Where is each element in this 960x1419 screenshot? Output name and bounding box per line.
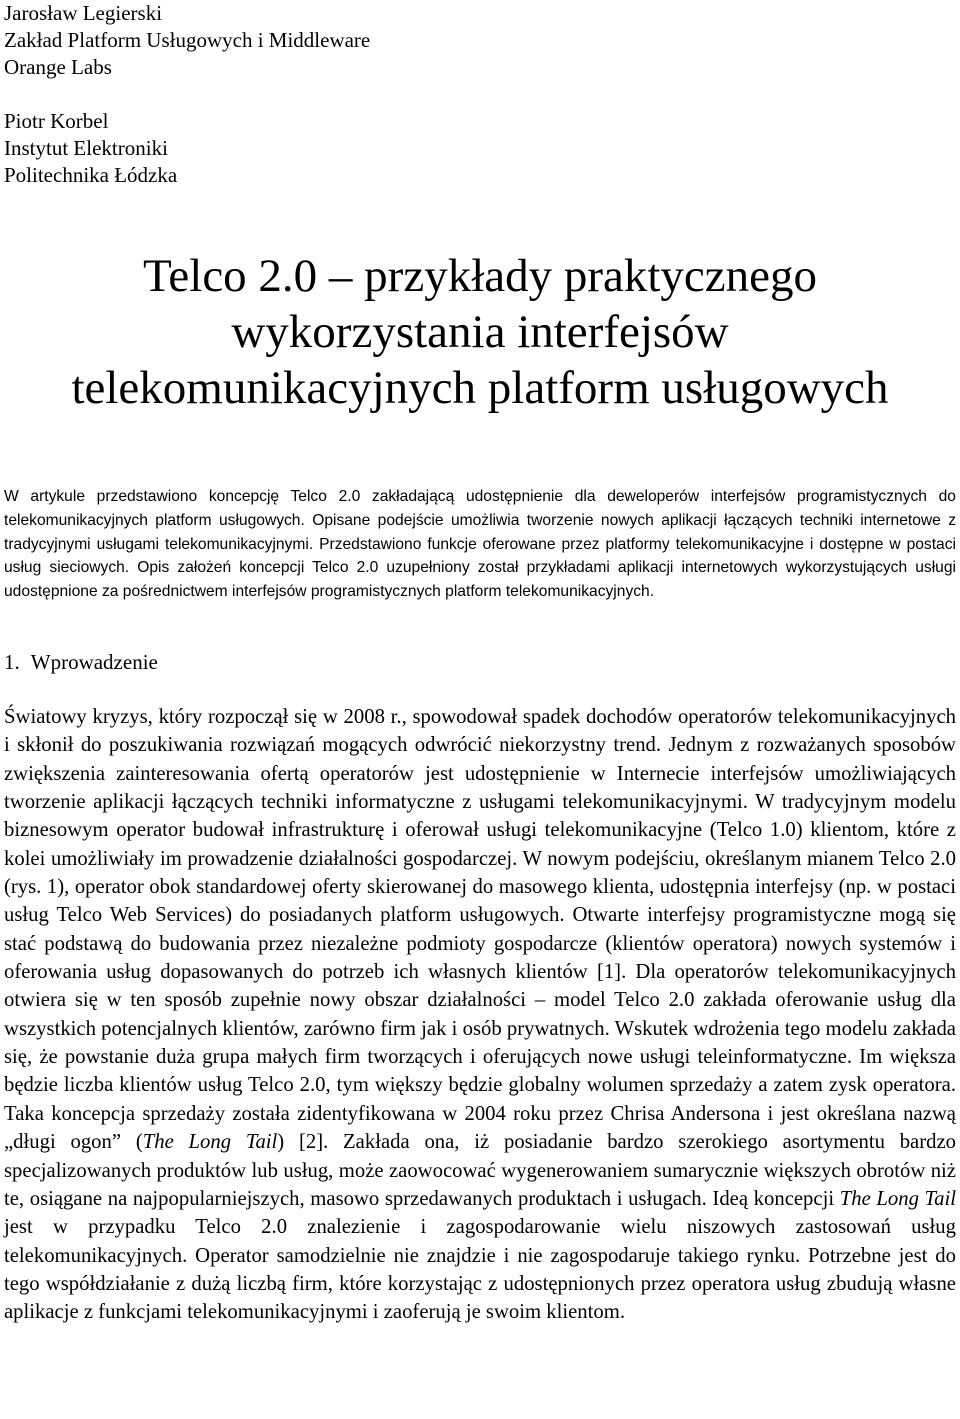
italic-term: The Long Tail	[142, 1131, 278, 1154]
author-name: Piotr Korbel	[4, 109, 109, 133]
section-number: 1.	[4, 650, 20, 674]
paragraph-text: ) [2]. Zakłada ona, iż posiadanie bardzo szerokiego asortymentu bardzo specjalizowanych produktów lub usług, może zaowocować wygenerowaniem sumarycznie większych obrotów niż te, osiągane na najpopularniejszych, masowo sprzedawanych produktach i usługach. Ideą koncepcji	[4, 1131, 957, 1210]
section-title: Wprowadzenie	[30, 650, 158, 674]
author-organization: Politechnika Łódzka	[4, 163, 178, 187]
author-name: Jarosław Legierski	[4, 1, 163, 25]
author-block	[4, 0, 370, 189]
author-organization: Orange Labs	[4, 55, 112, 79]
author-spacer	[4, 81, 370, 108]
title-line: telekomunikacyjnych platform usługowych	[71, 362, 889, 414]
abstract: W artykule przedstawiono koncepcję Telco 2.0 zakładającą udostępnienie dla deweloperów interfejsów programistycznych do telekomunikacyjnych platform usługowych. Opisane podejście umożliwia tworzenie nowych aplikacji łączących techniki internetowe z tradycyjnymi usługami telekomunikacyjnymi. Przedstawiono funkcje oferowane przez platformy telekomunikacyjne i dostępne w postaci usług sieciowych. Opis założeń koncepcji Telco 2.0 uzupełniony został przykładami aplikacji internetowych wykorzystujących usługi udostępnione za pośrednictwem interfejsów programistycznych platform telekomunikacyjnych.	[4, 488, 956, 601]
paper-title	[0, 248, 960, 416]
title-line: Telco 2.0 – przykłady praktycznego	[142, 250, 818, 302]
italic-term: The Long Tail	[839, 1187, 956, 1210]
author-department: Zakład Platform Usługowych i Middleware	[4, 28, 371, 52]
author-department: Instytut Elektroniki	[4, 136, 168, 160]
body-paragraph	[4, 703, 956, 1327]
title-line: wykorzystania interfejsów	[231, 306, 729, 358]
section-heading	[4, 648, 158, 676]
paragraph-text: Światowy kryzys, który rozpoczął się w 2008 r., spowodował spadek dochodów operatorów telekomunikacyjnych i skłonił do poszukiwania rozwiązań mogących odwrócić niekorzystny trend. Jednym z rozważanych sposobów zwiększenia zainteresowania ofertą operatorów jest udostępnienie w Internecie interfejsów umożliwiających tworzenie aplikacji łączących techniki informatyczne z usługami telekomunikacyjnymi. W tradycyjnym modelu biznesowym operator budował infrastrukturę i oferował usługi telekomunikacyjne (Telco 1.0) klientom, które z kolei umożliwiały im prowadzenie działalności gospodarczej. W nowym podejściu, określanym mianem Telco 2.0 (rys. 1), operator obok standardowej oferty skierowanej do masowego klienta, udostępnia interfejsy (np. w postaci usług Telco Web Services) do posiadanych platform usługowych. Otwarte interfejsy programistyczne mogą się stać podstawą do budowania przez niezależne podmioty gospodarcze (klientów operatora) nowych systemów i oferowania usług dopasowanych do potrzeb ich własnych klientów [1]. Dla operatorów telekomunikacyjnych otwiera się w ten sposób zupełnie nowy obszar działalności – model Telco 2.0 zakłada oferowanie usług dla wszystkich potencjalnych klientów, zarówno firm jak i osób prywatnych. Wskutek wdrożenia tego modelu zakłada się, że powstanie duża grupa małych firm tworzących i oferujących nowe usługi teleinformatyczne. Im większa będzie liczba klientów usług Telco 2.0, tym większy będzie globalny wolumen sprzedaży a zatem zysk operatora. Taka koncepcja sprzedaży została zidentyfikowana w 2004 roku przez Chrisa Andersona i jest określana nazwą „długi ogon” (	[4, 706, 956, 1154]
paragraph-text: jest w przypadku Telco 2.0 znalezienie i zagospodarowanie wielu niszowych zastosowań usług telekomunikacyjnych. Operator samodzielnie nie znajdzie i nie zagospodaruje takiego rynku. Potrzebne jest do tego współdziałanie z dużą liczbą firm, które korzystając z udostępnionych przez operatora usług zbudują własne aplikacje z funkcjami telekomunikacyjnymi i zaoferują je swoim klientom.	[4, 1216, 956, 1324]
